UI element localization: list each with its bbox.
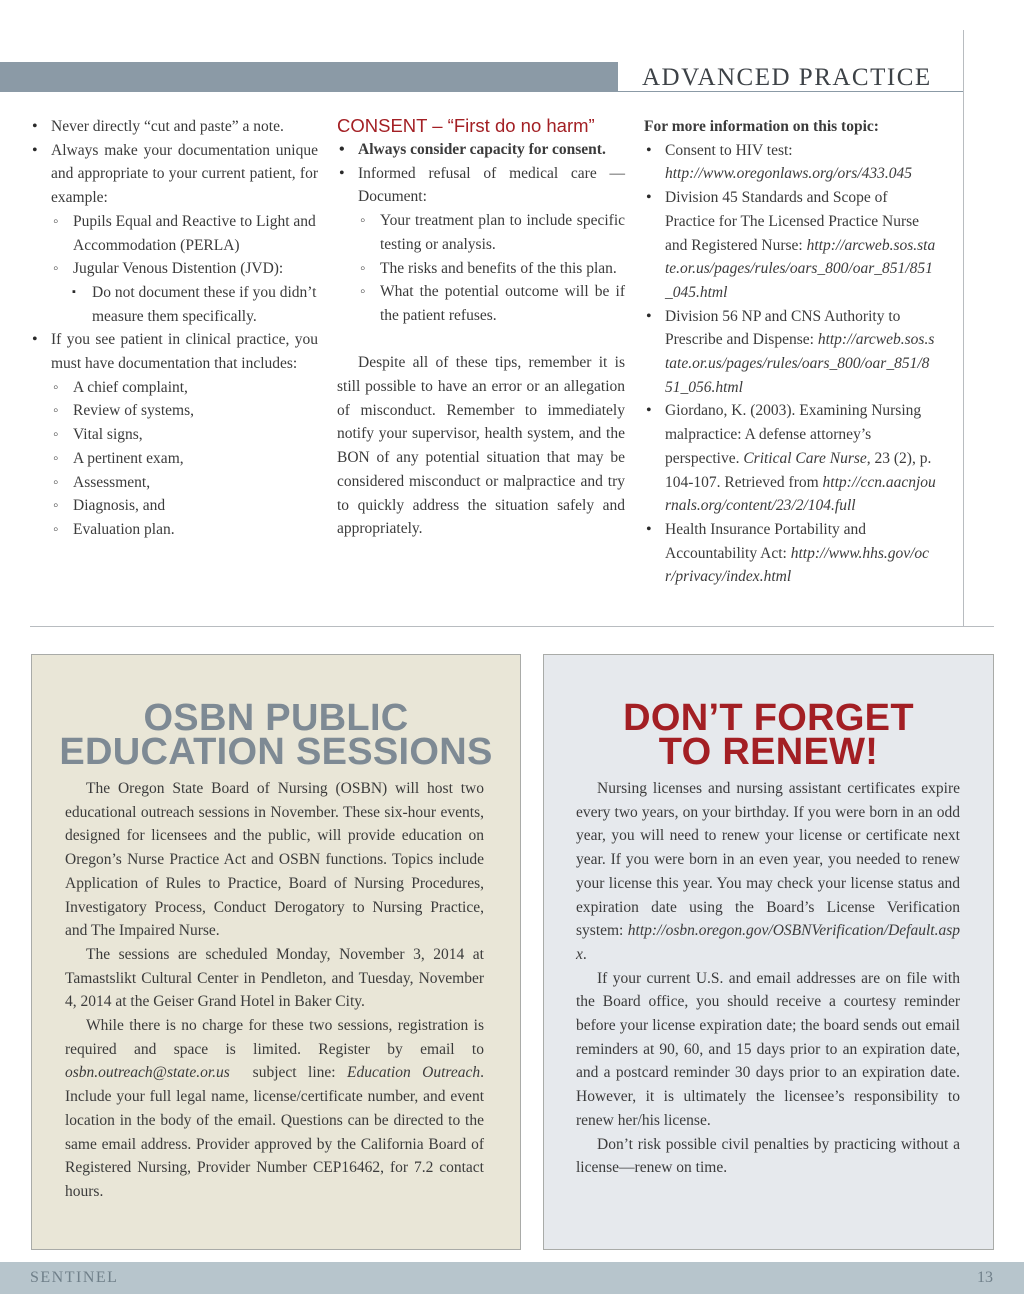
list-item: • Always make your documentation unique and appropriate to your current patient, for example:	[30, 139, 318, 210]
sub-list-item: ◦ Evaluation plan.	[30, 518, 318, 542]
sub-list-item: ◦ What the potential outcome will be if the patient refuses.	[337, 280, 625, 327]
sub-list-item: ◦ Diagnosis, and	[30, 494, 318, 518]
reference-text: , 23 (2), p. 104-107. Retrieved from	[665, 449, 932, 491]
publication-name: SENTINEL	[30, 1269, 119, 1286]
section-title: ADVANCED PRACTICE	[642, 64, 932, 91]
title-line: OSBN PUBLIC	[143, 697, 409, 739]
education-sessions-box	[31, 654, 521, 1250]
reference-item	[644, 139, 936, 186]
education-sessions-title	[32, 697, 520, 773]
header-bar	[0, 62, 618, 92]
reference-item	[644, 305, 936, 400]
renewal-body	[544, 777, 993, 1180]
renewal-title	[544, 697, 993, 773]
column-consent	[337, 115, 625, 541]
paragraph: If your current U.S. and email addresses are on file with the Board office, you should receive a courtesy reminder before your license expiration date; the board sends out email reminders at 90, 60, and 15 days prior to an expiration date, and a postcard reminder 30 days prior to an expiration date. However, it is ultimately the licensee’s responsibility to renew her/his license.	[576, 969, 960, 1129]
title-line: EDUCATION SESSIONS	[59, 731, 493, 773]
vertical-divider	[963, 30, 964, 626]
paragraph: Don’t risk possible civil penalties by practicing without a license—renew on time.	[576, 1135, 960, 1177]
sub-list-item: ◦ Pupils Equal and Reactive to Light and Accommodation (PERLA)	[30, 210, 318, 257]
sub-list-item: ◦ A pertinent exam,	[30, 447, 318, 471]
reference-text: Giordano, K. (2003). Examining Nursing malpractice: A defense attorney’s perspective.	[665, 402, 922, 467]
reference-text: Consent to HIV test:	[665, 141, 793, 159]
paragraph	[576, 777, 960, 967]
references-heading: For more information on this topic:	[644, 118, 879, 135]
consent-heading: CONSENT – “First do no harm”	[337, 115, 595, 136]
section-divider	[30, 626, 994, 627]
reference-text: Division 45 Standards and Scope of Practice for The Licensed Practice Nurse and Registered Nurse:	[665, 189, 920, 254]
reference-text: Health Insurance Portability and Accountability Act:	[665, 520, 867, 562]
paragraph-text: . Include your full legal name, license/certificate number, and event location in the body of the email. Questions can be directed to the same email address. Provider approved by the California Board of Registered Nursing, Provider Number CEP16462, for 7.2 contact hours.	[65, 1064, 485, 1200]
renewal-box	[543, 654, 994, 1250]
paragraph: The sessions are scheduled Monday, November 3, 2014 at Tamastslikt Cultural Center in Pendleton, and Tuesday, November 4, 2014 at the Geiser Grand Hotel in Baker City.	[65, 945, 484, 1011]
reference-item	[644, 518, 936, 589]
paragraph-text: .	[582, 945, 587, 963]
reference-item	[644, 186, 936, 305]
sub-list-item: ◦ Your treatment plan to include specific testing or analysis.	[337, 209, 625, 256]
sub-list-item: ◦ The risks and benefits of the this plan.	[337, 257, 625, 281]
footer-bar	[0, 1262, 1024, 1294]
reference-link[interactable]: http://arcweb.sos.state.or.us/pages/rules/oars_800/oar_851/851_045.html	[665, 236, 936, 301]
paragraph-text: Nursing licenses and nursing assistant certificates expire every two years, on your birthday. If you were born in an odd year, you will need to renew your license or certificate next year. If you were born in an even year, you needed to renew your license this year. You may check your license status and expiration date using the Board’s License Verification system:	[576, 780, 960, 940]
list-item: • If you see patient in clinical practice, you must have documentation that includes:	[30, 328, 318, 375]
email-subject: Education Outreach	[347, 1064, 481, 1082]
reference-text: Division 56 NP and CNS Authority to Prescribe and Dispense:	[665, 307, 901, 349]
verification-link[interactable]: http://osbn.oregon.gov/OSBNVerification/Default.aspx	[576, 922, 960, 963]
reference-link[interactable]: http://www.oregonlaws.org/ors/433.045	[665, 165, 913, 183]
sub-sub-list-item: ▪ Do not document these if you didn’t measure them specifically.	[30, 281, 318, 328]
paragraph-text: subject line:	[229, 1064, 348, 1082]
paragraph	[65, 1014, 484, 1204]
title-line: DON’T FORGET	[623, 697, 914, 739]
list-item: • Always consider capacity for consent.	[337, 138, 625, 162]
sub-list-item: ◦ Jugular Venous Distention (JVD):	[30, 257, 318, 281]
sub-list-item: ◦ Review of systems,	[30, 399, 318, 423]
list-item: • Never directly “cut and paste” a note.	[30, 115, 318, 139]
title-line: TO RENEW!	[658, 731, 879, 773]
column-documentation-tips	[30, 115, 318, 542]
journal-title: Critical Care Nurse	[743, 449, 867, 467]
sub-list-item: ◦ A chief complaint,	[30, 376, 318, 400]
sub-list-item: ◦ Assessment,	[30, 471, 318, 495]
consent-paragraph: Despite all of these tips, remember it is still possible to have an error or an allegation of misconduct. Remember to immediately notify your supervisor, health system, and the BON of any potential situation that may be considered misconduct or malpractice and try to quickly address the situation safely and appropriately.	[337, 354, 625, 538]
paragraph-text: While there is no charge for these two sessions, registration is required and space is limited. Register by email to	[65, 1017, 484, 1058]
column-references	[644, 115, 936, 589]
reference-link[interactable]: http://arcweb.sos.state.or.us/pages/rules/oars_800/oar_851/851_056.html	[665, 331, 935, 396]
reference-link[interactable]: http://www.hhs.gov/ocr/privacy/index.html	[665, 544, 930, 586]
sub-list-item: ◦ Vital signs,	[30, 423, 318, 447]
email-link[interactable]: osbn.outreach@state.or.us	[65, 1064, 230, 1082]
paragraph: The Oregon State Board of Nursing (OSBN) will host two educational outreach sessions in November. These six-hour events, designed for licensees and the public, will provide education on Oregon’s Nurse Practice Act and OSBN functions. Topics include Application of Rules to Practice, Board of Nursing Procedures, Investigatory Process, Conduct Derogatory to Nursing Practice, and The Impaired Nurse.	[65, 780, 484, 940]
reference-link[interactable]: http://ccn.aacnjournals.org/content/23/2/104.full	[665, 473, 936, 515]
page-number: 13	[977, 1269, 993, 1286]
education-sessions-body	[32, 777, 520, 1204]
reference-item	[644, 399, 936, 518]
list-item: • Informed refusal of medical care — Document:	[337, 162, 625, 209]
